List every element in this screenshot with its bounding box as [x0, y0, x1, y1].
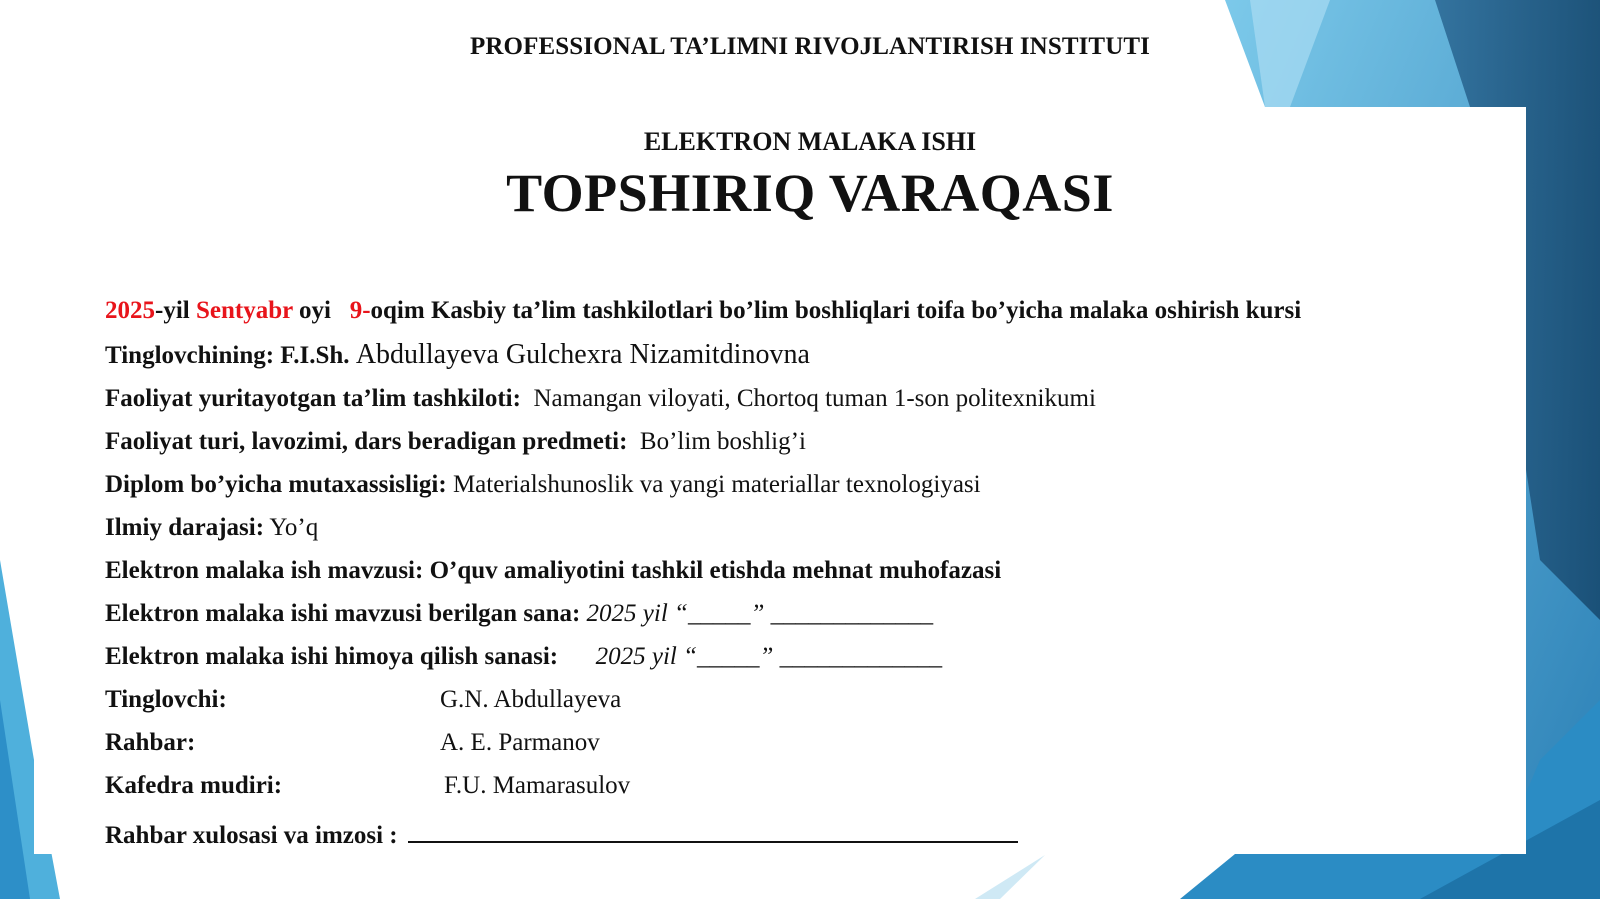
course-month: Sentyabr	[195, 297, 293, 324]
listener-value: G.N. Abdullayeva	[440, 686, 622, 713]
given-date-row	[105, 600, 933, 628]
course-stream: 9-	[349, 297, 371, 324]
degree-label: Ilmiy darajasi:	[105, 514, 265, 541]
head-label: Kafedra mudiri:	[105, 772, 283, 799]
signature-line	[408, 819, 1018, 843]
org-value: Namangan viloyati, Chortoq tuman 1-son politexnikumi	[533, 385, 1096, 412]
conclusion-label: Rahbar xulosasi va imzosi :	[105, 822, 398, 849]
topic-label: Elektron malaka ish mavzusi:	[105, 557, 424, 584]
position-value: Bo’lim boshlig’i	[639, 428, 806, 455]
document-subtitle: ELEKTRON MALAKA ISHI	[643, 127, 977, 156]
degree-value: Yo’q	[269, 514, 319, 541]
name-value: Abdullayeva Gulchexra Nizamitdinovna	[355, 339, 810, 370]
degree-row	[105, 514, 318, 542]
topic-value: O’quv amaliyotini tashkil etishda mehnat muhofazasi	[429, 557, 1002, 584]
institute-name: PROFESSIONAL TA’LIMNI RIVOJLANTIRISH INSTITUTI	[470, 33, 1150, 60]
position-row	[105, 428, 806, 456]
diploma-row	[105, 471, 981, 499]
head-value: F.U. Mamarasulov	[444, 772, 631, 799]
defense-date-label: Elektron malaka ishi himoya qilish sanasi:	[105, 643, 559, 670]
course-year-suffix: -yil	[155, 297, 196, 324]
supervisor-value: A. E. Parmanov	[440, 729, 600, 756]
course-month-suffix: oyi	[292, 297, 338, 324]
defense-date-row	[105, 643, 942, 671]
name-row	[105, 339, 810, 371]
course-line	[105, 297, 1301, 325]
given-date-label: Elektron malaka ishi mavzusi berilgan sana:	[105, 600, 581, 627]
topic-row	[105, 557, 1001, 585]
course-stream-text: oqim Kasbiy ta’lim tashkilotlari bo’lim boshliqlari toifa bo’yicha malaka oshirish kursi	[370, 297, 1302, 324]
name-label: Tinglovchining: F.I.Sh.	[105, 342, 350, 369]
conclusion-row	[105, 819, 1018, 850]
course-year: 2025	[105, 297, 155, 324]
document-title: TOPSHIRIQ VARAQASI	[506, 163, 1114, 223]
diploma-label: Diplom bo’yicha mutaxassisligi:	[105, 471, 447, 498]
diploma-value: Materialshunoslik va yangi materiallar texnologiyasi	[452, 471, 981, 498]
listener-label: Tinglovchi:	[105, 686, 227, 713]
position-label: Faoliyat turi, lavozimi, dars beradigan predmeti:	[105, 428, 628, 455]
supervisor-label: Rahbar:	[105, 729, 196, 756]
defense-date-value: 2025 yil “_____” _____________	[595, 643, 943, 670]
org-label: Faoliyat yuritayotgan ta’lim tashkiloti:	[105, 385, 521, 412]
given-date-value: 2025 yil “_____” _____________	[586, 600, 934, 627]
org-row	[105, 385, 1096, 413]
